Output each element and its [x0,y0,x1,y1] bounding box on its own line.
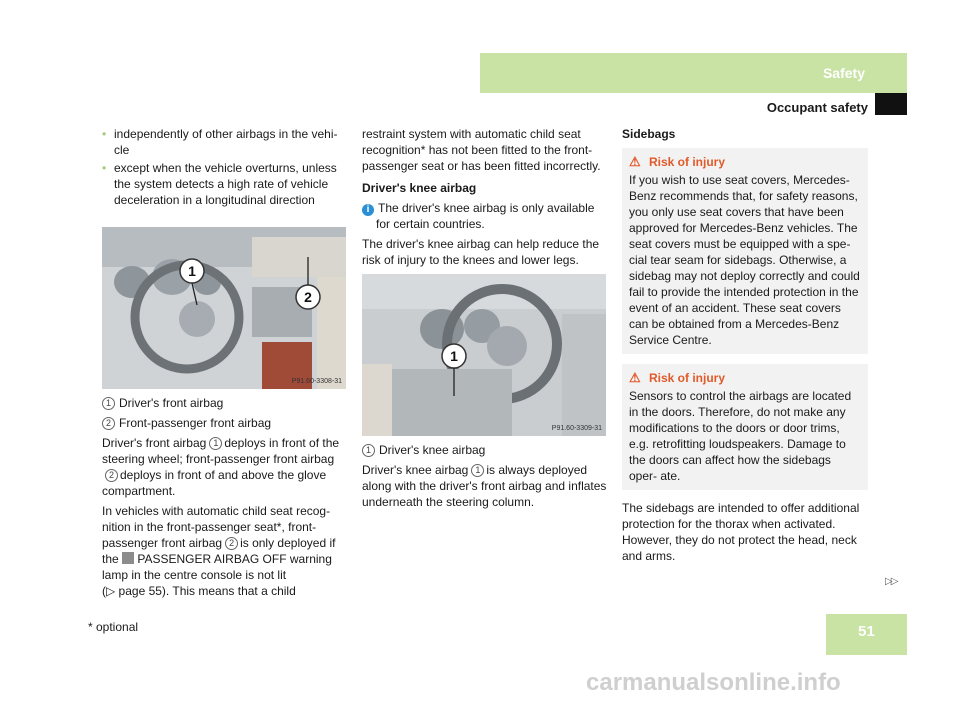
paragraph [102,435,348,499]
knee-airbag-illustration [362,274,606,436]
callout-number: 1 [102,397,115,410]
cross-reference-link[interactable]: (▷ page 55). This means that a child [102,584,296,598]
warning-triangle-icon: ⚠ [629,370,641,385]
section-marker [875,93,907,115]
passenger-airbag-off-icon [122,552,134,564]
svg-text:2: 2 [304,289,312,305]
paragraph: restraint system with automatic child seat recognition* has not been fitted to the front- passenger seat or has been fitted incorrectly. [362,127,601,173]
caption-text: Driver's front airbag [119,396,224,410]
svg-text:P91.60-3308-31: P91.60-3308-31 [291,378,342,385]
text: deploys in front of and above the glove compartment. [102,468,327,498]
text: In vehicles with automatic child seat recog- nition in the front-passenger seat*, front- passenger front airbag [102,504,331,550]
callout-number: 2 [102,417,115,430]
page-number: 51 [826,614,907,655]
column-2 [362,126,608,514]
svg-text:1: 1 [450,348,458,364]
caption-text: Front-passenger front airbag [119,416,272,430]
caption-driver-front-airbag [102,395,348,411]
footnote: * optional [88,620,139,634]
callout-number: 1 [471,464,484,477]
warning-box [622,364,868,490]
svg-text:P91.60-3309-31: P91.60-3309-31 [551,425,602,432]
callout-number: 1 [209,437,222,450]
warning-box [622,148,868,354]
section-tab-safety: Safety [480,53,907,93]
watermark: carmanualsonline.info [586,669,841,696]
page-title: Occupant safety [766,100,868,115]
callout-number: 2 [225,537,238,550]
info-note [362,200,608,232]
info-icon: i [362,204,374,216]
column-3 [622,126,868,568]
text: The driver's knee airbag is only available for certain countries. [376,201,595,231]
svg-text:1: 1 [188,263,196,279]
bullet-item: • except when the vehicle overturns, unless the system detects a high rate of vehicle deceleration in a longitudinal direction [102,160,348,208]
text: Driver's knee airbag [362,463,469,477]
caption-knee-airbag [362,442,608,458]
dashboard-illustration [102,227,346,389]
text: is only deployed if the [102,536,336,566]
warning-triangle-icon: ⚠ [629,154,641,169]
text: Risk of injury [649,155,726,169]
warning-text: If you wish to use seat covers, Mercedes- Benz recommends that, for safety reasons, you only use seat covers that have been approved for Mercedes-Benz vehicles. The seat covers must be equipped with a spe- cial tear seam for sidebags. Otherwise, a sidebag may not deploy correctly and could fail to provide the intended protection in the event of an accident. These seat covers can be obtained from a Mercedes-Benz Service Centre. [629,173,860,347]
text: PASSENGER AIRBAG OFF warning lamp in the centre console is not lit [102,552,332,582]
heading-sidebags: Sidebags [622,127,676,141]
text: deploys in front of the steering wheel; front-passenger front airbag [102,436,340,466]
paragraph [362,462,608,510]
heading-knee-airbag: Driver's knee airbag [362,181,477,195]
text: Driver's front airbag [102,436,207,450]
callout-number: 1 [362,444,375,457]
caption-text: Driver's knee airbag [379,443,486,457]
paragraph: The driver's knee airbag can help reduce the risk of injury to the knees and lower legs. [362,237,600,267]
text: is always deployed along with the driver's front airbag and inflates underneath the steering column. [362,463,607,509]
continue-arrow-icon: ▷▷ [885,576,897,587]
text: Risk of injury [649,371,726,385]
caption-front-passenger-airbag [102,415,348,431]
paragraph [102,503,348,599]
warning-title [629,370,862,386]
dashboard-photo [102,227,346,389]
callout-number: 2 [105,469,118,482]
column-1 [102,126,348,603]
warning-title [629,154,862,170]
knee-airbag-photo [362,274,606,436]
bullet-item: • independently of other airbags in the vehi- cle [102,126,348,158]
paragraph: The sidebags are intended to offer additional protection for the thorax when activated. However, they do not protect the head, neck and arms. [622,501,860,563]
warning-text: Sensors to control the airbags are located in the doors. Therefore, do not make any modifications to the doors or door trims, e.g. retrofitting loudspeakers. Damage to the doors can affect how the sidebags oper- ate. [629,389,852,483]
